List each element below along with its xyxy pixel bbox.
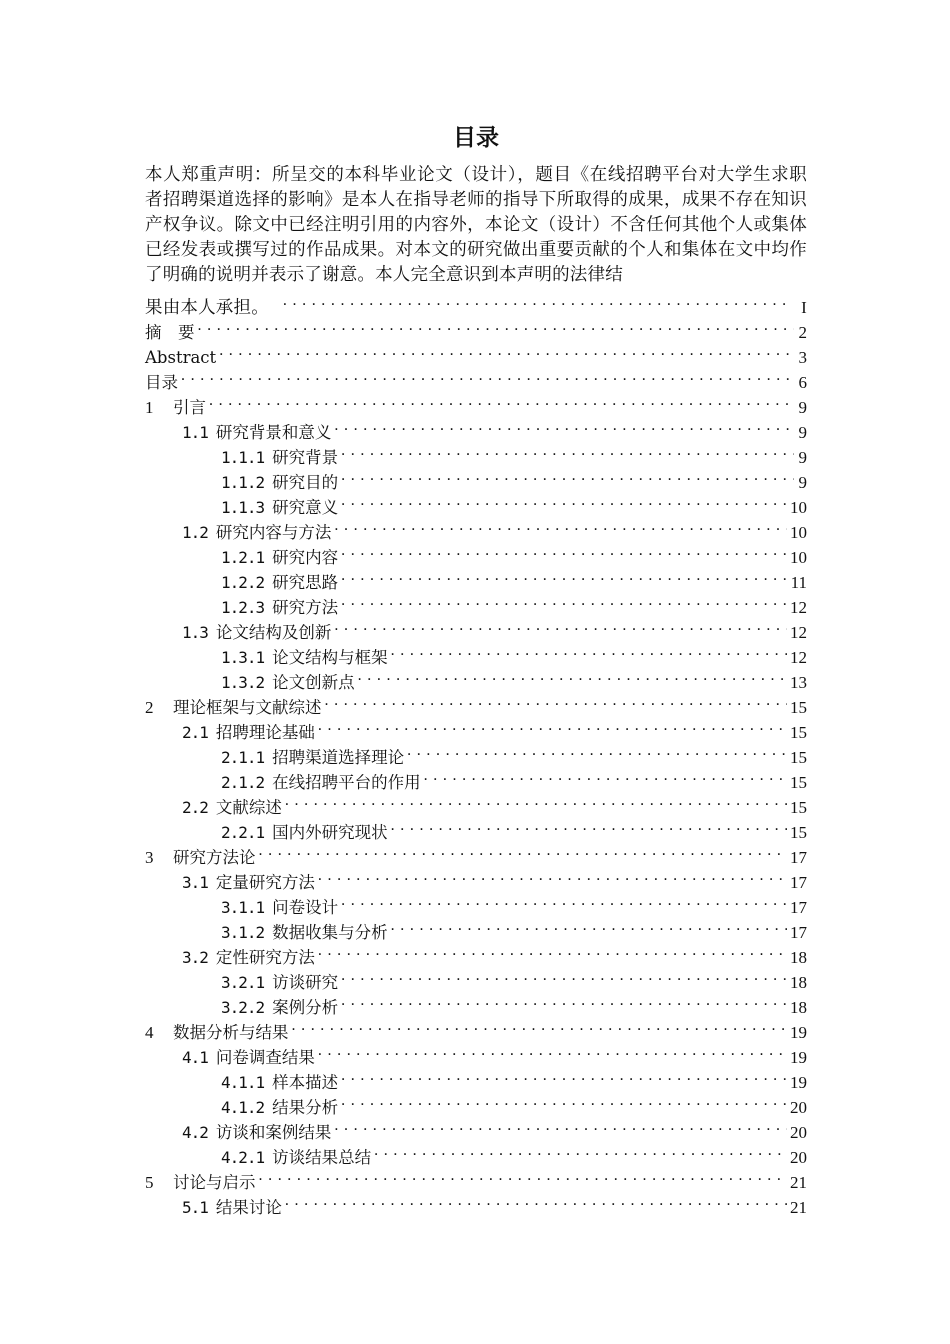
page-number: I [801, 298, 807, 317]
section-title: 结果讨论 [215, 1198, 282, 1217]
section-number: 3.2.1 [221, 973, 265, 992]
page-number: 17 [790, 848, 807, 867]
section-title: 引言 [173, 398, 206, 417]
table-of-contents [145, 313, 807, 1217]
dot-leader [424, 763, 787, 788]
page-number: 10 [790, 498, 807, 517]
page-number: 11 [790, 573, 807, 592]
section-title: 定量研究方法 [215, 873, 315, 892]
page-number: 19 [790, 1023, 807, 1042]
dot-leader [334, 513, 787, 538]
page-number: 6 [798, 373, 807, 392]
section-number: 1.1 [182, 423, 208, 442]
page-number: 10 [790, 523, 807, 542]
section-number: 5 [145, 1173, 154, 1192]
page-number: 18 [790, 973, 807, 992]
section-number: 4.2 [182, 1123, 208, 1142]
page-number: 19 [790, 1073, 807, 1092]
section-title: 访谈结果总结 [272, 1148, 372, 1167]
dot-leader [334, 613, 787, 638]
dot-leader [407, 738, 787, 763]
section-number: 1.2.2 [221, 573, 265, 592]
section-title: 问卷设计 [272, 898, 339, 917]
dot-leader [283, 288, 791, 313]
section-title: 文献综述 [215, 798, 282, 817]
dot-leader [285, 1188, 787, 1213]
page-number: 15 [790, 698, 807, 717]
page-number: 13 [790, 673, 807, 692]
toc-entry[interactable] [145, 363, 807, 392]
section-title: 问卷调查结果 [215, 1048, 315, 1067]
page-number: 15 [790, 823, 807, 842]
section-title: 访谈和案例结果 [215, 1123, 332, 1142]
dot-leader [318, 938, 787, 963]
dot-leader [374, 1138, 787, 1163]
section-number: 1.2 [182, 523, 208, 542]
section-title: 摘 要 [145, 323, 195, 342]
page-number: 2 [798, 323, 807, 342]
dot-leader [391, 913, 787, 938]
dot-leader [341, 963, 787, 988]
section-number: 3.2 [182, 948, 208, 967]
dot-leader [341, 988, 787, 1013]
section-title: 论文结构与框架 [272, 648, 388, 667]
section-title: 研究背景和意义 [215, 423, 332, 442]
dot-leader [219, 338, 794, 363]
page-number: 12 [790, 623, 807, 642]
section-number: 2.1.1 [221, 748, 265, 767]
page-number: 20 [790, 1148, 807, 1167]
dot-leader [318, 863, 787, 888]
toc-entry[interactable] [145, 388, 807, 417]
section-title: 目录 [145, 373, 178, 392]
section-title: 论文结构及创新 [215, 623, 332, 642]
dot-leader [341, 463, 794, 488]
section-number: 3.2.2 [221, 998, 265, 1017]
toc-entry[interactable] [145, 413, 807, 442]
section-title: Abstract [145, 348, 217, 367]
dot-leader [181, 363, 794, 388]
dot-leader [341, 588, 787, 613]
section-title: 研究思路 [272, 573, 339, 592]
page-number: 19 [790, 1048, 807, 1067]
section-number: 1.1.1 [221, 448, 265, 467]
dot-leader [334, 1113, 787, 1138]
section-number: 2.1.2 [221, 773, 265, 792]
page-number: 3 [798, 348, 807, 367]
page-number: 21 [790, 1173, 807, 1192]
declaration-text: 本人郑重声明：所呈交的本科毕业论文（设计），题目《在线招聘平台对大学生求职者招聘渠道选择的影响》是本人在指导老师的指导下所取得的成果，成果不存在知识产权争议。除文中已经注明引用的内容外，本论文（设计）不含任何其他个人或集体已经发表或撰写过的作品成果。对本文的研究做出重要贡献的个人和集体在文中均作了明确的说明并表示了谢意。本人完全意识到本声明的法律结 [145, 165, 807, 285]
dot-leader [391, 638, 787, 663]
section-number: 4 [145, 1023, 154, 1042]
dot-leader [341, 538, 787, 563]
section-title: 访谈研究 [272, 973, 339, 992]
section-title: 理论框架与文献综述 [173, 698, 322, 717]
section-number: 4.1.1 [221, 1073, 265, 1092]
page-title: 目录 [453, 125, 499, 151]
section-title: 研究内容 [272, 548, 339, 567]
section-title: 样本描述 [272, 1073, 339, 1092]
section-number: 1.3.1 [221, 648, 265, 667]
page-number: 9 [798, 473, 807, 492]
section-title: 数据分析与结果 [173, 1023, 289, 1042]
section-number: 4.1.2 [221, 1098, 265, 1117]
section-number: 1.3.2 [221, 673, 265, 692]
section-title: 结果分析 [272, 1098, 339, 1117]
section-number: 1 [145, 398, 154, 417]
page-number: 15 [790, 773, 807, 792]
section-title: 国内外研究现状 [272, 823, 388, 842]
page-number: 18 [790, 998, 807, 1017]
dot-leader [318, 1038, 787, 1063]
section-number: 5.1 [182, 1198, 208, 1217]
dot-leader [341, 1088, 787, 1113]
section-number: 3 [145, 848, 154, 867]
section-title: 案例分析 [272, 998, 339, 1017]
section-title: 研究背景 [272, 448, 339, 467]
section-number: 3.1.1 [221, 898, 265, 917]
section-number: 2.2.1 [221, 823, 265, 842]
dot-leader [209, 388, 794, 413]
page-number: 9 [798, 448, 807, 467]
page-number: 15 [790, 723, 807, 742]
dot-leader [318, 713, 787, 738]
section-title: 研究内容与方法 [215, 523, 332, 542]
page-number: 9 [798, 398, 807, 417]
page-number: 12 [790, 598, 807, 617]
declaration-last-line: 果由本人承担。 [145, 298, 269, 318]
toc-entry[interactable] [145, 338, 807, 367]
section-title: 招聘理论基础 [215, 723, 315, 742]
dot-leader [341, 488, 787, 513]
section-number: 1.2.1 [221, 548, 265, 567]
section-title: 在线招聘平台的作用 [272, 773, 421, 792]
section-number: 1.3 [182, 623, 208, 642]
section-title: 研究方法 [272, 598, 339, 617]
dot-leader [341, 438, 794, 463]
section-title: 定性研究方法 [215, 948, 315, 967]
section-number: 1.1.2 [221, 473, 265, 492]
page-number: 18 [790, 948, 807, 967]
page-number: 12 [790, 648, 807, 667]
dot-leader [358, 663, 787, 688]
page-number: 21 [790, 1198, 807, 1217]
dot-leader [341, 563, 787, 588]
section-number: 3.1.2 [221, 923, 265, 942]
page-number: 17 [790, 923, 807, 942]
page-number: 17 [790, 898, 807, 917]
page-number: 15 [790, 798, 807, 817]
dot-leader [341, 1063, 787, 1088]
section-title: 数据收集与分析 [272, 923, 388, 942]
section-title: 研究目的 [272, 473, 339, 492]
section-number: 1.1.3 [221, 498, 265, 517]
page-number: 20 [790, 1123, 807, 1142]
page-number: 15 [790, 748, 807, 767]
section-title: 招聘渠道选择理论 [272, 748, 405, 767]
section-title: 论文创新点 [272, 673, 355, 692]
section-number: 1.2.3 [221, 598, 265, 617]
dot-leader [334, 413, 794, 438]
dot-leader [198, 313, 795, 338]
dot-leader [292, 1013, 788, 1038]
section-title: 讨论与启示 [173, 1173, 256, 1192]
dot-leader [341, 888, 787, 913]
section-number: 2 [145, 698, 154, 717]
section-number: 4.2.1 [221, 1148, 265, 1167]
dot-leader [325, 688, 788, 713]
section-number: 3.1 [182, 873, 208, 892]
section-title: 研究方法论 [173, 848, 256, 867]
page-number: 17 [790, 873, 807, 892]
section-number: 2.1 [182, 723, 208, 742]
page-number: 20 [790, 1098, 807, 1117]
toc-entry[interactable] [145, 313, 807, 342]
declaration-paragraph [145, 163, 807, 321]
page-number: 9 [798, 423, 807, 442]
dot-leader [259, 1163, 788, 1188]
dot-leader [391, 813, 787, 838]
section-title: 研究意义 [272, 498, 339, 517]
dot-leader [285, 788, 787, 813]
page-number: 10 [790, 548, 807, 567]
section-number: 2.2 [182, 798, 208, 817]
section-number: 4.1 [182, 1048, 208, 1067]
dot-leader [259, 838, 788, 863]
